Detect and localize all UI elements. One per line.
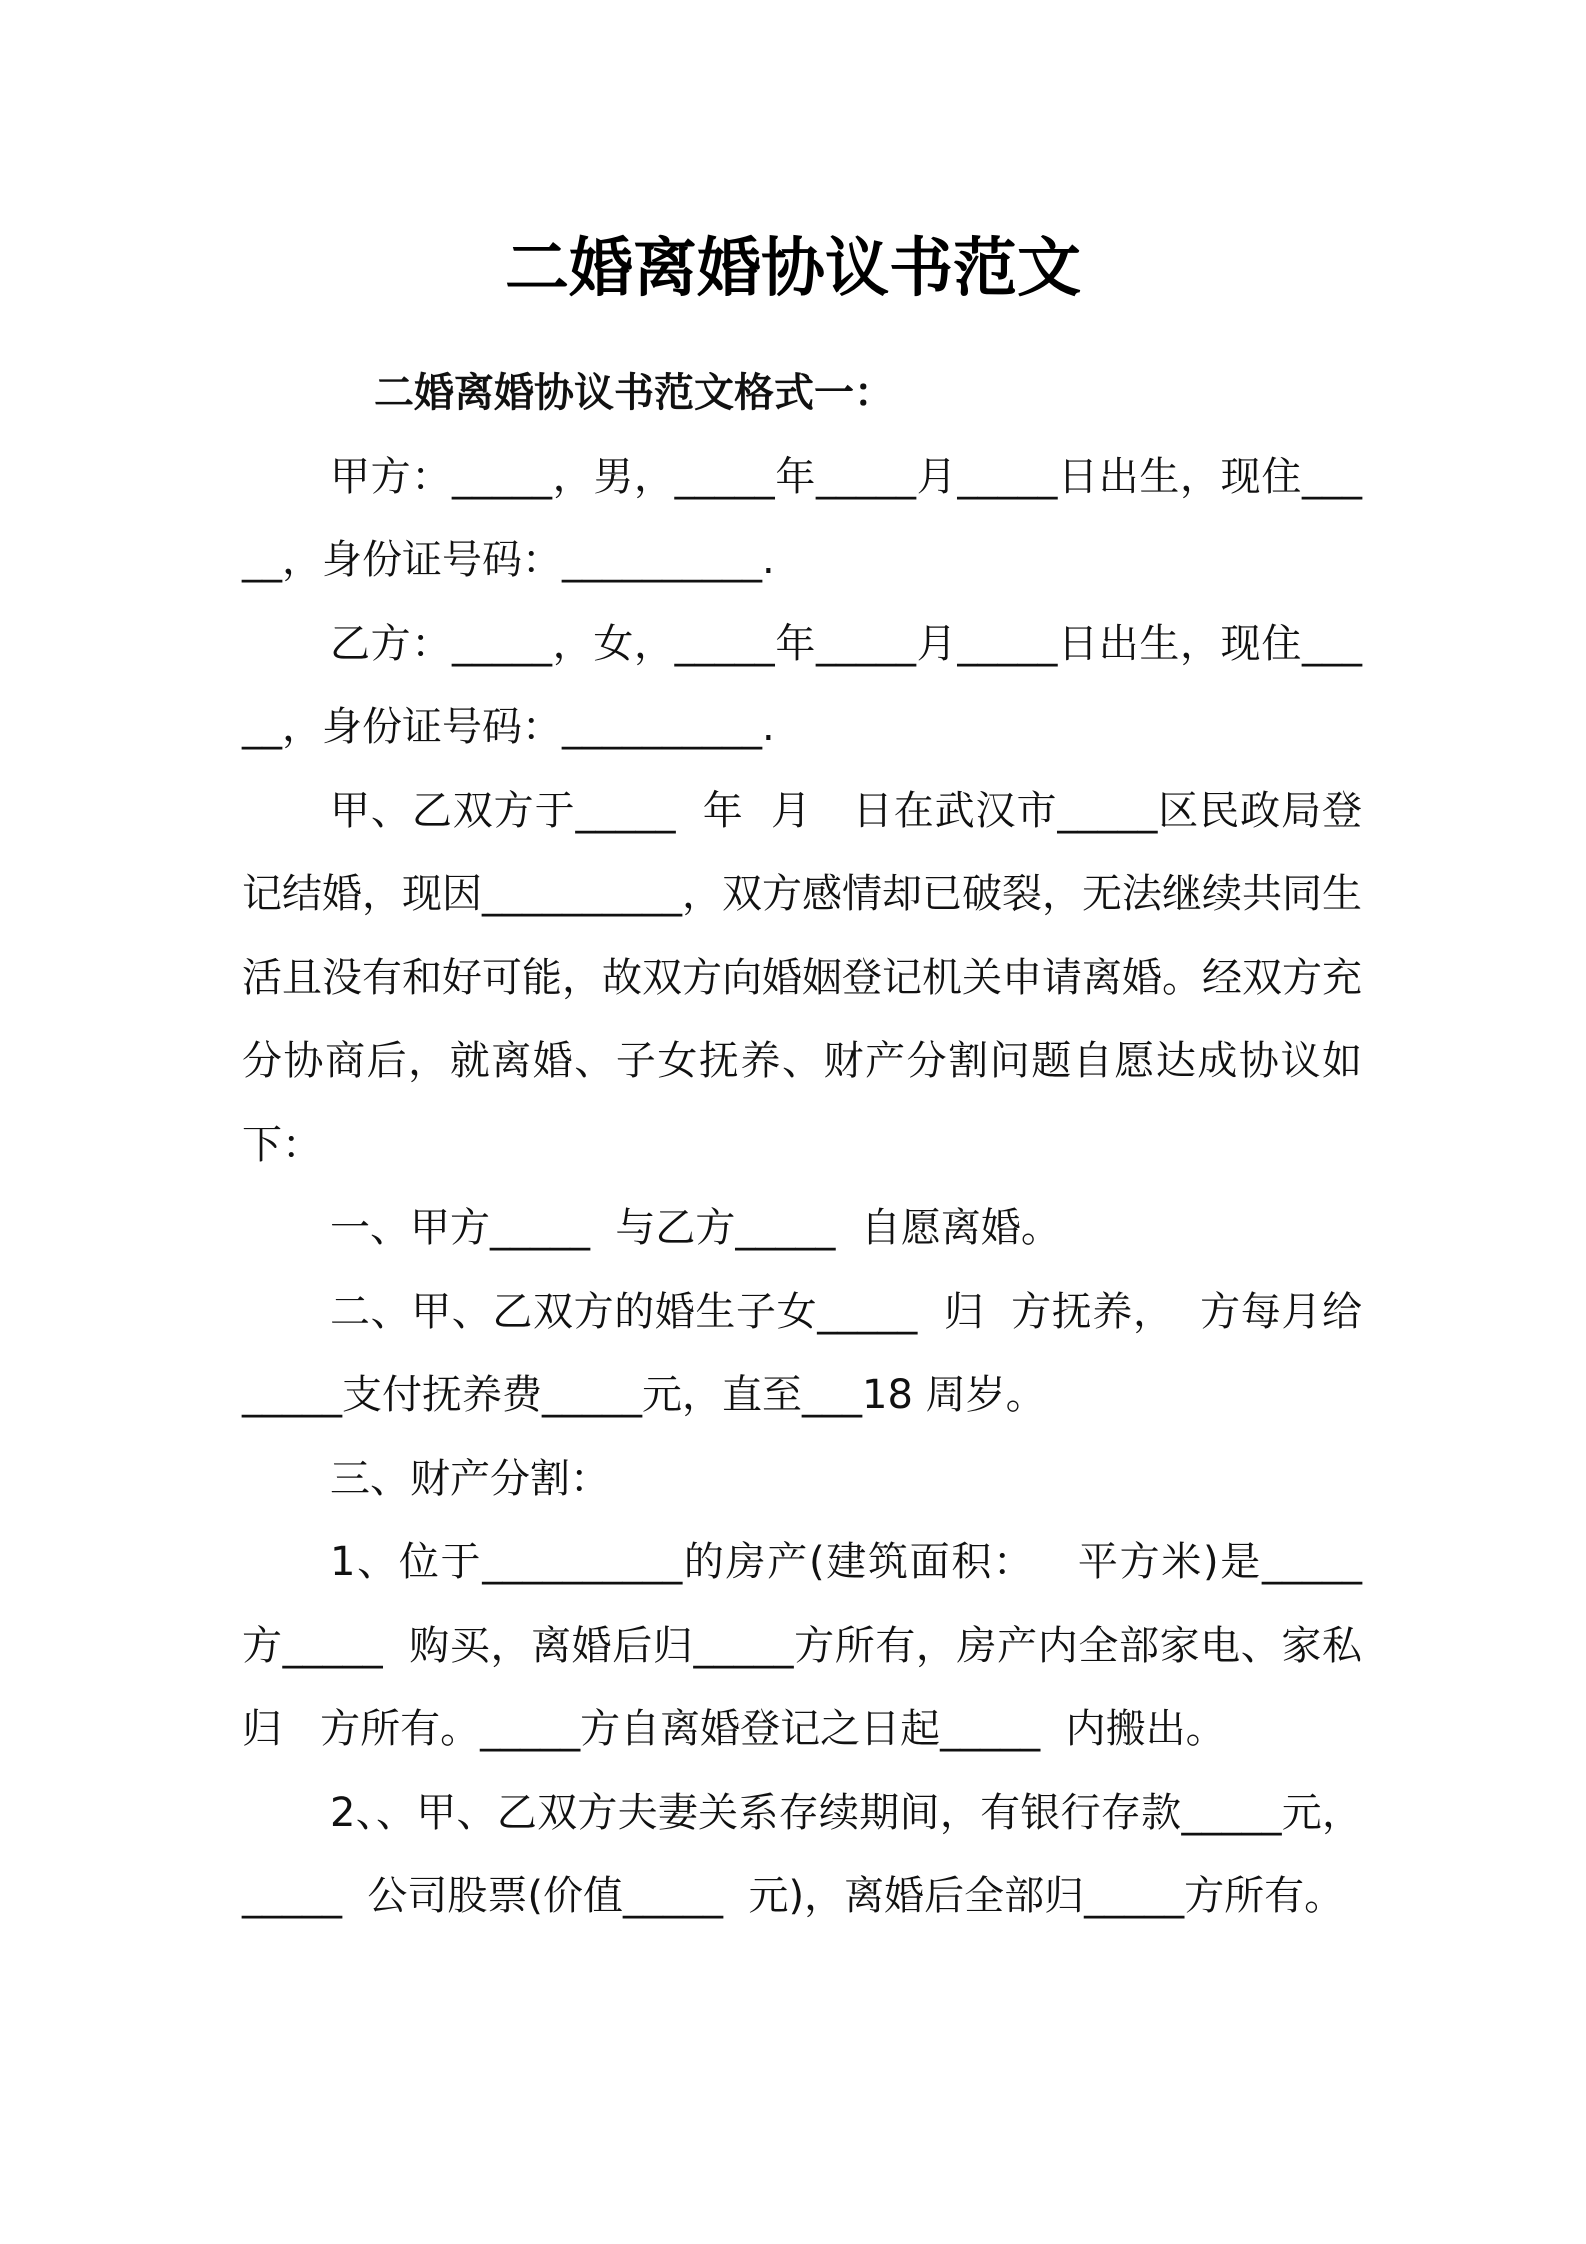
document-title: 二婚离婚协议书范文 <box>505 232 1081 306</box>
party-a-info: 甲方：_____，男，_____年_____月_____日出生，现住_____，身份证号码：__________. <box>242 453 1362 583</box>
party-b-info: 乙方：_____，女，_____年_____月_____日出生，现住_____，身份证号码：__________. <box>242 620 1362 750</box>
document-body <box>242 352 1362 1939</box>
section-heading-format-one: 二婚离婚协议书范文格式一： <box>374 370 894 416</box>
clause-three-property-heading: 三、财产分割： <box>330 1455 610 1502</box>
clause-two-custody: 二、甲、乙双方的婚生子女_____ 归 方抚养， 方每月给_____支付抚养费_____元，直至___18 周岁。 <box>242 1288 1362 1418</box>
property-item-house: 1、位于__________的房产(建筑面积： 平方米)是_____方_____ 购买，离婚后归_____方所有，房产内全部家电、家私归 方所有。_____方自离婚登记之日起_____ 内搬出。 <box>242 1539 1362 1752</box>
marriage-background: 甲、乙双方于_____ 年 月 日在武汉市_____区民政局登记结婚，现因__________，双方感情却已破裂，无法继续共同生活且没有和好可能，故双方向婚姻登记机关申请离婚。经双方充分协商后，就离婚、子女抚养、财产分割问题自愿达成协议如下： <box>242 787 1362 1168</box>
clause-one-divorce: 一、甲方_____ 与乙方_____ 自愿离婚。 <box>330 1205 1061 1251</box>
property-item-savings: 2、、甲、乙双方夫妻关系存续期间，有银行存款_____元，_____ 公司股票(价值_____ 元)，离婚后全部归_____方所有。 <box>242 1789 1362 1919</box>
